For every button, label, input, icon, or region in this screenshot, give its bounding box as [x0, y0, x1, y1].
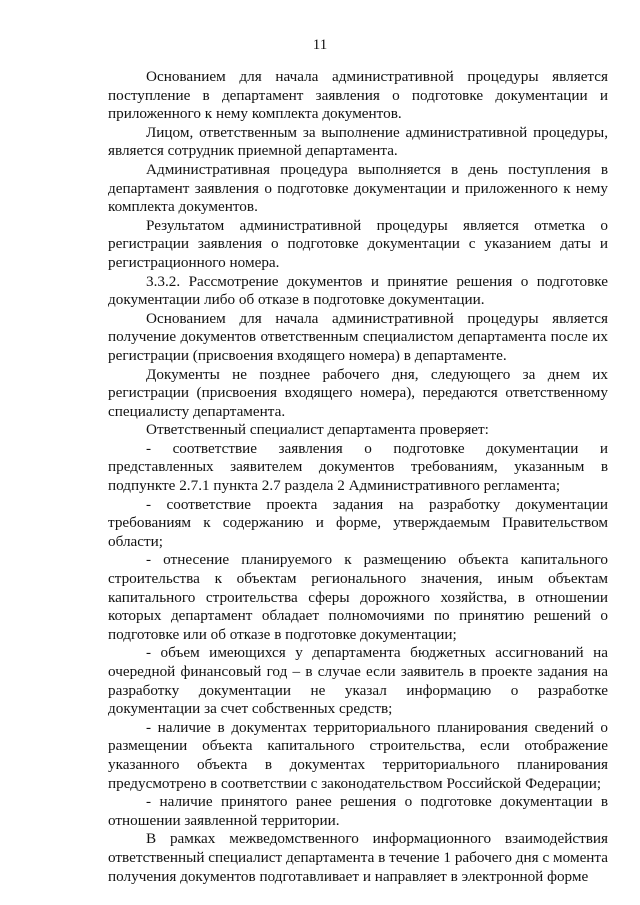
paragraph-procedure-basis: Основанием для начала административной процедуры является поступление в департамент заявления о подготовке документации и приложенного к нему комплекта документов.	[108, 68, 608, 123]
list-item-budget-allocations: - объем имеющихся у департамента бюджетных ассигнований на очередной финансовый год – в случае если заявитель в проекте задания на разработку документации не указал информацию о разработке документации за счет собственных средств;	[108, 644, 608, 718]
paragraph-responsible-person: Лицом, ответственным за выполнение административной процедуры, является сотрудник приемной департамента.	[108, 123, 608, 160]
paragraph-documents-transfer: Документы не позднее рабочего дня, следующего за днем их регистрации (присвоения входящего номера), передаются ответственному специалисту департамента.	[108, 365, 608, 420]
list-item-object-classification: - отнесение планируемого к размещению объекта капитального строительства к объектам регионального значения, иным объектам капитального строительства сферы дорожного хозяйства, в отношении которых департамент обладает полномочиями по принятию решений о подготовке или об отказе в подготовке документации;	[108, 551, 608, 643]
list-item-application-compliance: - соответствие заявления о подготовке документации и представленных заявителем документов требованиям, указанным в подпункте 2.7.1 пункта 2.7 раздела 2 Административного регламента;	[108, 439, 608, 495]
list-item-prior-decision: - наличие принятого ранее решения о подготовке документации в отношении заявленной территории.	[108, 793, 608, 829]
list-item-territorial-planning: - наличие в документах территориального планирования сведений о размещении объекта капитального строительства, если отображение указанного объекта в документах территориального планирования предусмотрено в соответствии с законодательством Российской Федерации;	[108, 718, 608, 792]
page-number: 11	[312, 37, 328, 53]
paragraph-procedure-timing: Административная процедура выполняется в день поступления в департамент заявления о подготовке документации и приложенного к нему комплекта документов.	[108, 160, 608, 216]
paragraph-review-basis: Основанием для начала административной процедуры является получение документов ответственным специалистом департамента после их регистрации (присвоения входящего номера) в департаменте.	[108, 309, 608, 364]
list-item-task-compliance: - соответствие проекта задания на разработку документации требованиям к содержанию и форме, утверждаемым Правительством области;	[108, 495, 608, 550]
paragraph-specialist-checks: Ответственный специалист департамента проверяет:	[146, 421, 489, 439]
section-heading-3-3-2: 3.3.2. Рассмотрение документов и принятие решения о подготовке документации либо об отказе в подготовке документации.	[108, 272, 608, 309]
paragraph-procedure-result: Результатом административной процедуры является отметка о регистрации заявления о подготовке документации с указанием даты и регистрационного номера.	[108, 216, 608, 271]
document-body	[108, 68, 608, 886]
paragraph-interagency-interaction: В рамках межведомственного информационного взаимодействия ответственный специалист департамента в течение 1 рабочего дня с момента получения документов подготавливает и направляет в электронной форме	[108, 830, 608, 885]
